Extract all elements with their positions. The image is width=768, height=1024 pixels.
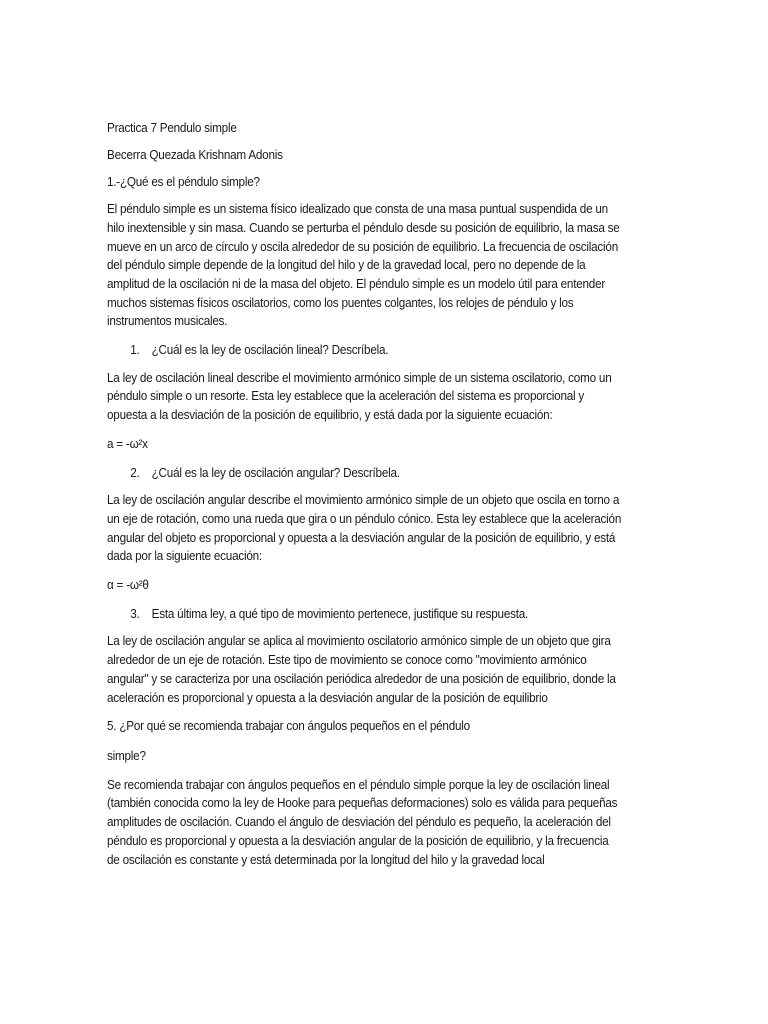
equation-linear: a = -ω²x — [107, 436, 148, 451]
list-number: 1. — [130, 343, 140, 358]
equation-angular: α = -ω²θ — [107, 578, 149, 593]
question-1: 1.-¿Qué es el péndulo simple? — [107, 175, 260, 190]
question-text: ¿Cuál es la ley de oscilación angular? Descríbela. — [151, 465, 400, 480]
list-number: 3. — [130, 606, 140, 621]
answer-movement-type: La ley de oscilación angular se aplica al movimiento oscilatorio armónico simple de un objeto que gira alrededor de un eje de rotación. Este tipo de movimiento se conoce como "movimiento armónico angular" y se caracteriza por una oscilación periódica alrededor de una posición de equilibrio, donde la aceleración es proporcional y opuesta a la desviación angular de la posición de equilibrio — [107, 634, 616, 705]
question-text: Esta última ley, a qué tipo de movimiento pertenece, justifique su respuesta. — [151, 606, 529, 621]
numbered-question-1 — [107, 341, 622, 360]
document-page — [107, 119, 622, 879]
numbered-question-2 — [107, 464, 622, 483]
answer-5: Se recomienda trabajar con ángulos pequeños en el péndulo simple porque la ley de oscilación lineal (también conocida como la ley de Hooke para pequeñas deformaciones) solo es válida para pequeñas amplitudes de oscilación. Cuando el ángulo de desviación del péndulo es pequeño, la aceleración del péndulo es proporcional y opuesta a la desviación angular de la posición de equilibrio, y la frecuencia de oscilación es constante y está determinada por la longitud del hilo y la gravedad local — [107, 777, 618, 867]
question-5-line-2: simple? — [107, 748, 146, 763]
author-name: Becerra Quezada Krishnam Adonis — [107, 147, 283, 162]
document-title: Practica 7 Pendulo simple — [107, 121, 237, 135]
answer-1: El péndulo simple es un sistema físico idealizado que consta de una masa puntual suspendida de un hilo inextensible y sin masa. Cuando se perturba el péndulo desde su posición de equilibrio, la masa se mueve en un arco de círculo y oscila alrededor de su posición de equilibrio. La frecuencia de oscilación del péndulo simple depende de la longitud del hilo y de la gravedad local, pero no depende de la amplitud de la oscilación ni de la masa del objeto. El péndulo simple es un modelo útil para entender muchos sistemas físicos oscilatorios, como los puentes colgantes, los relojes de péndulo y los instrumentos musicales. — [107, 202, 620, 329]
question-5-line-1: 5. ¿Por qué se recomienda trabajar con ángulos pequeños en el péndulo — [107, 719, 470, 734]
question-text: ¿Cuál es la ley de oscilación lineal? Descríbela. — [151, 343, 389, 358]
numbered-question-3 — [107, 605, 622, 624]
answer-angular-law: La ley de oscilación angular describe el movimiento armónico simple de un objeto que oscila en torno a un eje de rotación, como una rueda que gira o un péndulo cónico. Esta ley establece que la aceleración angular del objeto es proporcional y opuesta a la desviación angular de la posición de equilibrio, y está dada por la siguiente ecuación: — [107, 493, 622, 564]
answer-linear-law: La ley de oscilación lineal describe el movimiento armónico simple de un sistema oscilatorio, como un péndulo simple o un resorte. Esta ley establece que la aceleración del sistema es proporcional y opuesta a la desviación de la posición de equilibrio, y está dada por la siguiente ecuación: — [107, 370, 612, 423]
list-number: 2. — [130, 465, 140, 480]
